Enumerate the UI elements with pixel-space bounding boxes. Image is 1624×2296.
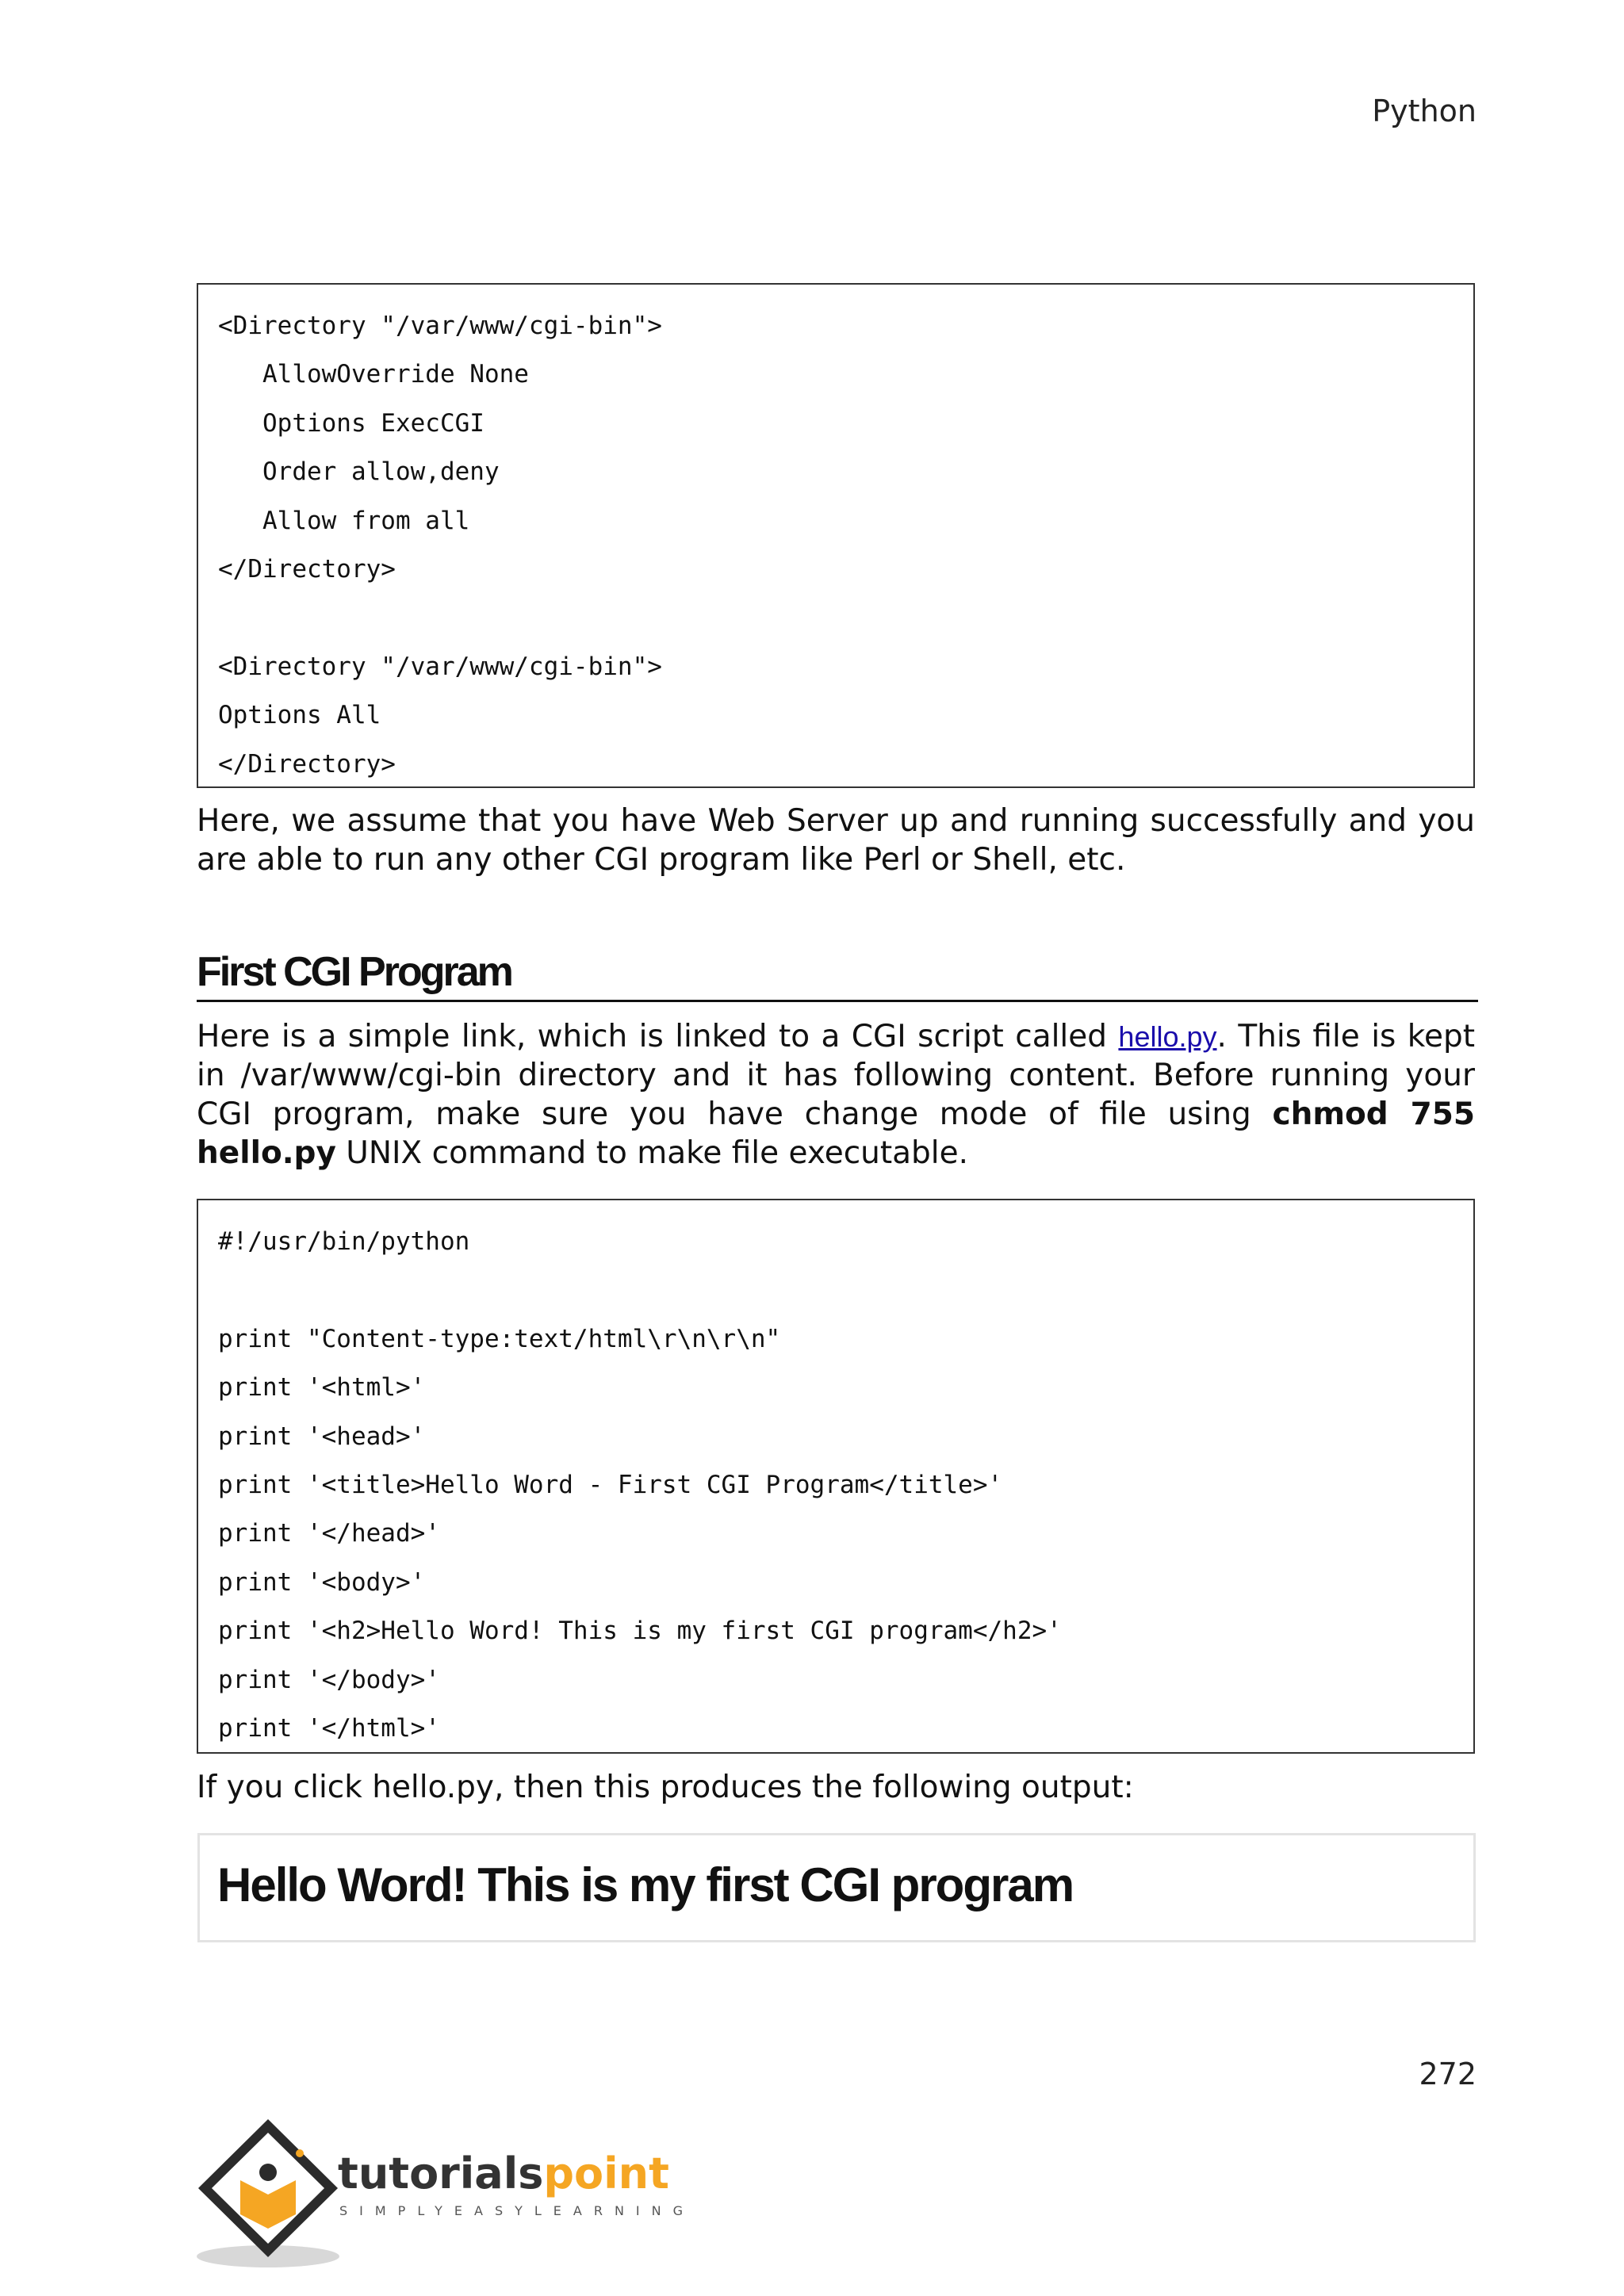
logo-person-icon [259, 2164, 277, 2181]
code-line: Options ExecCGI [218, 408, 485, 438]
code-block-hello-py [197, 1199, 1475, 1754]
logo-spark-icon [296, 2149, 304, 2157]
code-block-apache-config [197, 283, 1475, 788]
code-line: print '<html>' [218, 1373, 426, 1402]
code-line: AllowOverride None [218, 360, 529, 389]
code-line [218, 1266, 1473, 1314]
chmod-command: chmod 755 hello.py [197, 1096, 1475, 1171]
paragraph-output-intro: If you click hello.py, then this produces the following output: [197, 1770, 1134, 1805]
program-output-box [197, 1833, 1476, 1942]
paragraph-text: . This file is kept in /var/www/cgi-bin directory and it has following content. Before running your CGI program, make sure you have change mode of file using [197, 1019, 1475, 1132]
code-line: <Directory "/var/www/cgi-bin"> [218, 312, 662, 340]
code-line: Order allow,deny [218, 457, 500, 487]
code-line: print '<head>' [218, 1422, 426, 1451]
page-number: 272 [1419, 2057, 1477, 2091]
hello-py-link[interactable]: hello.py [1118, 1020, 1217, 1053]
code-line: print '</body>' [218, 1665, 440, 1694]
code-line: </Directory> [218, 749, 396, 779]
code-line: Options All [218, 701, 381, 730]
code-line: print "Content-type:text/html\r\n\r\n" [218, 1324, 781, 1353]
tutorialspoint-logo [197, 2115, 688, 2274]
section-heading: First CGI Program [197, 943, 1478, 1002]
code-line: print '<h2>Hello Word! This is my first CGI program</h2>' [218, 1617, 1062, 1646]
code-line: </Directory> [218, 554, 396, 584]
code-line: Allow from all [218, 506, 470, 535]
code-line: print '<title>Hello Word - First CGI Program</title>' [218, 1470, 1003, 1499]
running-header: Python [1372, 94, 1477, 128]
code-line: print '</head>' [218, 1519, 440, 1548]
program-output-heading: Hello Word! This is my first CGI program [217, 1858, 1074, 1911]
paragraph-intro [197, 1017, 1475, 1173]
code-line: print '</html>' [218, 1713, 440, 1743]
code-line [218, 594, 1473, 642]
code-line: <Directory "/var/www/cgi-bin"> [218, 652, 662, 681]
logo-graphic [197, 2115, 688, 2274]
paragraph-assumption: Here, we assume that you have Web Server up and running successfully and you are able to run any other CGI program like Perl or Shell, etc. [197, 803, 1475, 878]
paragraph-text: Here is a simple link, which is linked to a CGI script called [197, 1019, 1119, 1054]
logo-wordmark: tutorialspoint [338, 2149, 669, 2198]
code-line: print '<body>' [218, 1567, 426, 1597]
code-line: #!/usr/bin/python [218, 1227, 470, 1256]
logo-tagline: SIMPLYEASYLEARNING [339, 2203, 688, 2218]
paragraph-text: UNIX command to make file executable. [335, 1135, 969, 1171]
